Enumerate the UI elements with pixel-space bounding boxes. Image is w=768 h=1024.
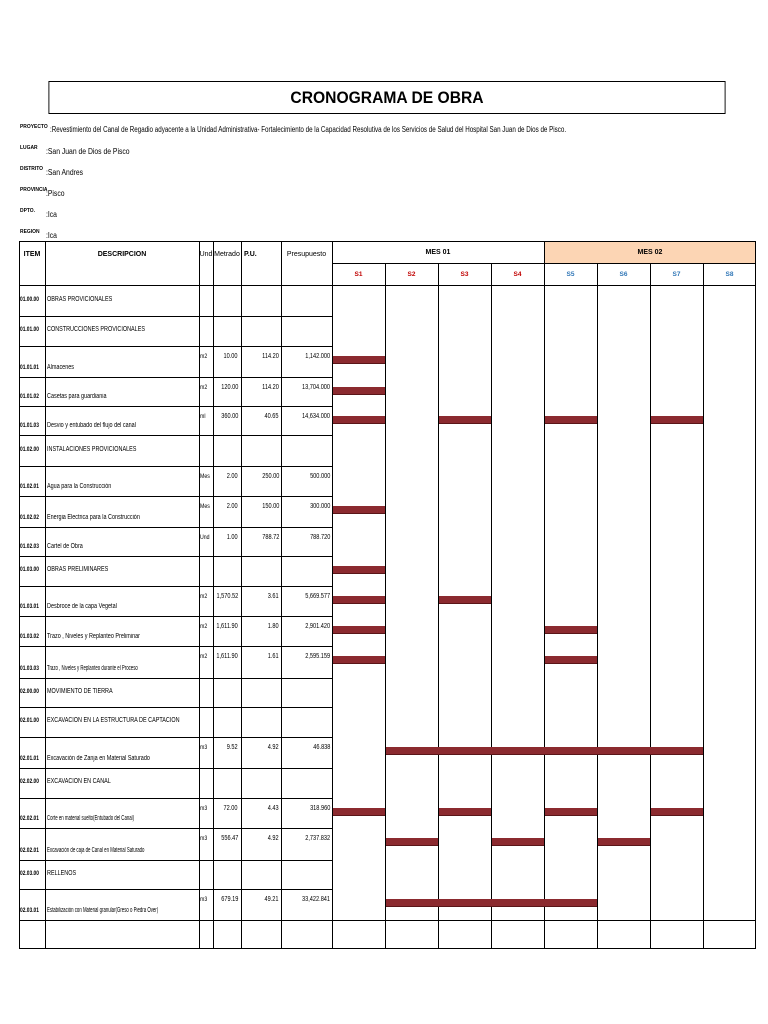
gantt-bar — [333, 416, 385, 424]
row-metrado: 556.47 — [220, 835, 238, 842]
row-item: 02.01.00 — [20, 717, 39, 724]
gantt-bar — [333, 596, 385, 604]
row-presupuesto: 1,142.000 — [305, 353, 330, 360]
header-pu: P.U. — [244, 251, 257, 258]
row-description: Trazo , Niveles y Replanteo durante el Proceso — [47, 665, 138, 672]
row-pu: 4.92 — [268, 835, 279, 842]
week-label-s5: S5 — [566, 271, 575, 278]
gantt-bar — [545, 656, 597, 664]
row-divider — [19, 737, 332, 738]
row-item: 02.03.01 — [20, 907, 39, 914]
row-item: 02.01.01 — [20, 755, 39, 762]
meta-value: :Revestimiento del Canal de Regadio adyacente a la Unidad Administrativa- Fortalecimiento de la Capacidad Resolutiva de los Servicios de Salud del Hospital San Juan de Dios de Pisco. — [50, 125, 567, 134]
gantt-bar — [386, 838, 438, 846]
row-description: Cartel de Obra — [47, 543, 83, 550]
gantt-bar — [439, 596, 491, 604]
week-label-s8: S8 — [725, 271, 734, 278]
row-description: INSTALACIONES PROVICIONALES — [47, 445, 137, 453]
row-metrado: 2.00 — [227, 503, 238, 510]
row-divider — [19, 860, 332, 861]
row-divider — [19, 828, 332, 829]
row-metrado: 679.19 — [220, 896, 238, 903]
row-divider — [19, 346, 332, 347]
row-description: OBRAS PRELIMINARES — [47, 566, 109, 573]
row-divider — [19, 768, 332, 769]
week-label-s7: S7 — [672, 271, 681, 278]
gantt-bar — [545, 626, 597, 634]
meta-key: LUGAR — [20, 145, 38, 151]
row-divider — [19, 586, 332, 587]
row-divider — [19, 466, 332, 467]
col-divider — [281, 241, 282, 948]
row-item: 01.02.01 — [20, 483, 39, 490]
row-pu: 250.00 — [261, 473, 279, 480]
row-item: 01.01.00 — [20, 326, 39, 333]
meta-key: PROYECTO — [20, 124, 48, 130]
gantt-bar — [333, 566, 385, 574]
row-und: m2 — [200, 623, 208, 630]
row-description: CONSTRUCCIONES PROVICIONALES — [47, 326, 145, 333]
row-item: 01.02.00 — [20, 445, 39, 453]
col-divider — [650, 263, 651, 948]
row-und: Mes — [200, 473, 210, 480]
row-item: 02.03.00 — [20, 869, 39, 877]
row-pu: 40.65 — [264, 413, 279, 420]
row-divider — [19, 496, 332, 497]
row-divider — [19, 556, 332, 557]
row-item: 02.00.00 — [20, 687, 39, 695]
gantt-bar — [333, 656, 385, 664]
row-presupuesto: 788.720 — [309, 534, 330, 541]
meta-key: REGION — [20, 229, 40, 235]
page-title: CRONOGRAMA DE OBRA — [48, 81, 725, 114]
row-und: m3 — [200, 805, 208, 812]
row-pu: 1.61 — [268, 653, 279, 660]
meta-value: :San Juan de Dios de Pisco — [46, 147, 130, 156]
row-description: Excavación de caja de Canal en Material Saturado — [47, 847, 145, 854]
gantt-bar — [545, 416, 597, 424]
meta-key: DISTRITO — [20, 166, 44, 172]
col-divider — [241, 241, 242, 948]
col-divider — [213, 241, 214, 948]
row-metrado: 9.52 — [227, 744, 238, 751]
row-pu: 150.00 — [261, 503, 279, 510]
row-presupuesto: 2,737.832 — [305, 835, 330, 842]
row-und: m2 — [200, 353, 208, 360]
row-und: m3 — [200, 744, 208, 751]
row-pu: 4.92 — [268, 744, 279, 751]
row-description: MOVIMIENTO DE TIERRA — [47, 687, 113, 695]
row-item: 02.02.01 — [20, 847, 39, 854]
row-description: Estabilización con Material granular(Greso o Piedra Over) — [47, 907, 159, 914]
row-presupuesto: 13,704.000 — [301, 384, 330, 391]
row-divider — [19, 406, 332, 407]
gantt-bar — [439, 808, 491, 816]
gantt-bar — [651, 416, 703, 424]
row-divider — [19, 798, 332, 799]
col-divider — [45, 241, 46, 948]
header-descripcion: DESCRIPCION — [97, 251, 147, 258]
row-pu: 788.72 — [261, 534, 279, 541]
header-mes01: MES 01 — [425, 249, 451, 256]
row-metrado: 120.00 — [220, 384, 238, 391]
row-presupuesto: 2,595.159 — [305, 653, 330, 660]
row-presupuesto: 300.000 — [309, 503, 330, 510]
row-description: Energia Electrica para la Construcción — [47, 514, 140, 521]
row-description: OBRAS PROVICIONALES — [47, 295, 113, 303]
row-description: Trazo , Niveles y Replanteo Preliminar — [47, 633, 140, 640]
row-item: 01.02.03 — [20, 543, 39, 550]
row-divider — [19, 920, 755, 921]
row-metrado: 72.00 — [223, 805, 238, 812]
row-presupuesto: 46.838 — [312, 744, 330, 751]
row-item: 02.02.00 — [20, 778, 39, 785]
row-metrado: 360.00 — [220, 413, 238, 420]
week-label-s2: S2 — [407, 271, 416, 278]
row-item: 01.02.02 — [20, 514, 39, 521]
gantt-bar — [333, 387, 385, 395]
col-divider — [438, 263, 439, 948]
row-description: Corte en material suelto(Entubado del Canal) — [47, 815, 135, 822]
meta-value: :Ica — [46, 210, 57, 219]
gantt-bar — [333, 506, 385, 514]
row-item: 01.01.03 — [20, 422, 39, 429]
row-divider — [19, 646, 332, 647]
row-pu: 1.80 — [268, 623, 279, 630]
col-divider — [544, 241, 545, 948]
header-presupuesto: Presupuesto — [286, 251, 327, 258]
header-und: Und — [199, 251, 213, 258]
gantt-bar — [333, 626, 385, 634]
gantt-bar — [545, 808, 597, 816]
row-description: EXCAVACION EN CANAL — [47, 778, 111, 785]
row-metrado: 1,611.90 — [216, 623, 238, 630]
row-item: 01.00.00 — [20, 295, 39, 303]
row-pu: 114.20 — [262, 353, 279, 360]
row-divider — [19, 889, 332, 890]
gantt-bar — [386, 899, 597, 907]
row-presupuesto: 14,634.000 — [301, 413, 330, 420]
row-item: 01.03.00 — [20, 566, 39, 573]
row-und: m3 — [200, 835, 208, 842]
row-description: Agua para la Construcción — [47, 483, 112, 490]
row-item: 01.01.01 — [20, 364, 39, 371]
row-presupuesto: 2,901.420 — [305, 623, 330, 630]
row-pu: 3.61 — [268, 593, 279, 600]
row-metrado: 1.00 — [227, 534, 238, 541]
gantt-bar — [492, 838, 544, 846]
gantt-bar — [651, 808, 703, 816]
meta-value: :San Andres — [46, 168, 84, 177]
row-description: Casetas para guardiania — [47, 393, 107, 400]
row-description: Almacenes — [47, 364, 75, 371]
row-pu: 4.43 — [268, 805, 279, 812]
meta-value: :Ica — [46, 231, 57, 240]
row-presupuesto: 5,669.577 — [305, 593, 330, 600]
gantt-bar — [439, 416, 491, 424]
row-metrado: 2.00 — [227, 473, 238, 480]
row-item: 01.03.03 — [20, 665, 39, 672]
row-divider — [19, 435, 332, 436]
row-description: Desbroce de la capa Vegetal — [47, 603, 117, 610]
header-metrado: Metrado — [214, 251, 240, 258]
row-item: 01.03.01 — [20, 603, 39, 610]
col-divider — [703, 263, 704, 948]
row-divider — [19, 616, 332, 617]
row-und: ml — [200, 413, 206, 420]
row-presupuesto: 500.000 — [309, 473, 330, 480]
header-divider — [332, 263, 755, 264]
header-divider — [19, 285, 755, 286]
row-divider — [19, 707, 332, 708]
week-label-s6: S6 — [619, 271, 628, 278]
row-und: m3 — [200, 896, 208, 903]
meta-key: DPTO. — [20, 208, 36, 214]
row-divider — [19, 527, 332, 528]
row-divider — [19, 678, 332, 679]
gantt-bar — [598, 838, 650, 846]
row-und: Mes — [200, 503, 210, 510]
row-und: Und — [200, 534, 210, 541]
row-und: m2 — [200, 384, 208, 391]
week-label-s4: S4 — [513, 271, 522, 278]
row-pu: 49.21 — [264, 896, 279, 903]
row-item: 01.03.02 — [20, 633, 39, 640]
header-mes02: MES 02 — [637, 249, 663, 256]
gantt-bar — [386, 747, 703, 755]
header-item: ITEM — [23, 251, 41, 258]
row-metrado: 10.00 — [223, 353, 238, 360]
row-description: RELLENOS — [47, 869, 77, 877]
col-divider — [332, 241, 333, 948]
row-presupuesto: 33,422.841 — [301, 896, 330, 903]
schedule-table — [19, 241, 755, 948]
row-divider — [19, 377, 332, 378]
meta-value: :Pisco — [46, 189, 65, 198]
row-description: Desvio y entubado del flujo del canal — [47, 422, 136, 429]
row-description: Excavación de Zanja en Material Saturado — [47, 755, 150, 762]
meta-key: PROVINCIA — [20, 187, 48, 193]
row-item: 01.01.02 — [20, 393, 39, 400]
row-und: m2 — [200, 593, 208, 600]
gantt-bar — [333, 808, 385, 816]
row-und: m2 — [200, 653, 208, 660]
week-label-s1: S1 — [354, 271, 363, 278]
row-metrado: 1,611.90 — [216, 653, 238, 660]
week-label-s3: S3 — [460, 271, 469, 278]
row-presupuesto: 318.960 — [309, 805, 330, 812]
row-description: EXCAVACION EN LA ESTRUCTURA DE CAPTACION — [47, 717, 180, 724]
row-item: 02.02.01 — [20, 815, 39, 822]
row-metrado: 1,570.52 — [216, 593, 238, 600]
gantt-bar — [333, 356, 385, 364]
row-divider — [19, 316, 332, 317]
row-pu: 114.20 — [262, 384, 279, 391]
